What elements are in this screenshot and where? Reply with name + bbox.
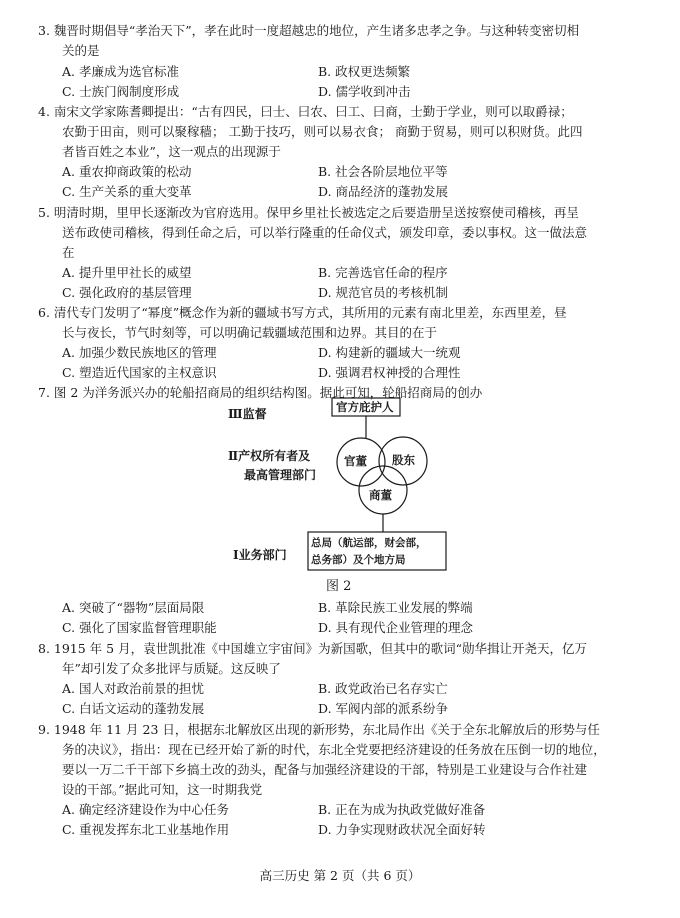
q9-stem-line3: 要以一万二千干部下乡搞土改的劲头，配备与加强经济建设的干部，特别是工业建设与合作社建: [62, 762, 588, 777]
q8-option-b[interactable]: B. 政党政治已名存实亡: [318, 681, 448, 696]
q9-option-b[interactable]: B. 正在为成为执政党做好准备: [318, 802, 486, 817]
diagram-level2-label-line1: Ⅱ产权所有者及: [228, 449, 311, 463]
q8-stem-line2: 年”却引发了众多批评与质疑。这反映了: [62, 661, 281, 676]
q9-stem-line4: 设的干部。”据此可知，这一时期我党: [62, 782, 263, 797]
q7-option-d[interactable]: D. 具有现代企业管理的理念: [318, 620, 474, 635]
q6-option-c[interactable]: C. 塑造近代国家的主权意识: [62, 365, 217, 380]
q6-option-a[interactable]: A. 加强少数民族地区的管理: [62, 345, 217, 360]
q4-option-d[interactable]: D. 商品经济的蓬勃发展: [318, 184, 449, 199]
diagram-top-box-text: 官方庇护人: [336, 400, 394, 414]
q8-stem-line1: 8. 1915 年 5 月，袁世凯批准《中国雄立宇宙间》为新国歌，但其中的歌词“勋华揖让开尧天，亿万: [38, 641, 587, 656]
q9-option-c[interactable]: C. 重视发挥东北工业基地作用: [62, 822, 230, 837]
q6-option-b[interactable]: D. 构建新的疆域大一统观: [318, 345, 461, 360]
diagram-circle-bottom-text: 商董: [369, 488, 392, 502]
q6-stem-line2: 长与夜长，节气时刻等，可以明确记载疆域范围和边界。其目的在于: [62, 325, 438, 340]
q3-option-d[interactable]: D. 儒学收到冲击: [318, 84, 411, 99]
diagram-level1-label: Ⅰ业务部门: [233, 548, 287, 562]
figure-caption: 图 2: [326, 579, 352, 594]
q5-stem-line1: 5. 明清时期，里甲长逐渐改为官府选用。保甲乡里社长被选定之后要造册呈送按察使司稽核，再呈: [38, 205, 579, 220]
q4-stem-line1: 4. 南宋文学家陈耆卿提出：“古有四民，曰士、曰农、曰工、曰商，士勤于学业，则可以取爵禄；: [38, 104, 573, 119]
q5-option-b[interactable]: B. 完善选官任命的程序: [318, 265, 448, 280]
q9-option-a[interactable]: A. 确定经济建设作为中心任务: [62, 802, 229, 817]
q3-stem-line1: 3. 魏晋时期倡导“孝治天下”，孝在此时一度超越忠的地位，产生诸多忠孝之争。与这种转变密切相: [38, 23, 580, 38]
diagram-bottom-box-text-line1: 总局（航运部，财会部，: [311, 537, 427, 549]
q3-option-b[interactable]: B. 政权更迭频繁: [318, 64, 411, 79]
q4-option-c[interactable]: C. 生产关系的重大变革: [62, 184, 192, 199]
q5-stem-line3: 在: [62, 245, 75, 260]
q9-stem-line2: 务的决议》，指出：现在已经开始了新的时代，东北全党要把经济建设的任务放在压倒一切的地位，: [62, 742, 606, 757]
diagram-bottom-box-text-line2: 总务部）及个地方局: [311, 554, 406, 566]
q6-stem-line1: 6. 清代专门发明了“幂度”概念作为新的疆域书写方式，其所用的元素有南北里差，东西里差，昼: [38, 305, 567, 320]
q7-option-a[interactable]: A. 突破了“器物”层面局限: [62, 600, 205, 615]
q7-option-b[interactable]: B. 革除民族工业发展的弊端: [318, 600, 473, 615]
q9-stem-line1: 9. 1948 年 11 月 23 日，根据东北解放区出现的新形势，东北局作出《关于全东北解放后的形势与任: [38, 722, 600, 737]
q3-stem-line2: 关的是: [62, 43, 100, 58]
q4-stem-line2: 农勤于田亩，则可以聚稼穑； 工勤于技巧，则可以易衣食； 商勤于贸易，则可以积财货。此四: [62, 124, 583, 139]
q6-option-d[interactable]: D. 强调君权神授的合理性: [318, 365, 461, 380]
diagram-circle-right-text: 股东: [392, 453, 415, 467]
diagram-level3-label: Ⅲ监督: [228, 407, 267, 421]
q7-stem-line1: 7. 图 2 为洋务派兴办的轮船招商局的组织结构图。据此可知，轮船招商局的创办: [38, 385, 483, 400]
q5-stem-line2: 送布政使司稽核，得到任命之后，可以举行隆重的任命仪式，颁发印章，委以事权。这一做法意: [62, 225, 588, 240]
page-footer: 高三历史 第 2 页（共 6 页）: [259, 868, 421, 883]
q4-stem-line3: 者皆百姓之本业”，这一观点的出现源于: [62, 144, 281, 159]
diagram-level2-label-line2: 最高管理部门: [244, 468, 317, 482]
q5-option-c[interactable]: C. 强化政府的基层管理: [62, 285, 192, 300]
q9-option-d[interactable]: D. 力争实现财政状况全面好转: [318, 822, 486, 837]
q8-option-d[interactable]: D. 军阀内部的派系纷争: [318, 701, 449, 716]
diagram-circle-left-text: 官董: [344, 454, 367, 468]
q4-option-a[interactable]: A. 重农抑商政策的松动: [62, 164, 192, 179]
q8-option-c[interactable]: C. 白话文运动的蓬勃发展: [62, 701, 205, 716]
q7-option-c[interactable]: C. 强化了国家监督管理职能: [62, 620, 217, 635]
q4-option-b[interactable]: B. 社会各阶层地位平等: [318, 164, 448, 179]
q5-option-d[interactable]: D. 规范官员的考核机制: [318, 285, 449, 300]
q8-option-a[interactable]: A. 国人对政治前景的担忧: [62, 681, 204, 696]
q5-option-a[interactable]: A. 提升里甲社长的威望: [62, 265, 192, 280]
q3-option-c[interactable]: C. 士族门阀制度形成: [62, 84, 180, 99]
q3-option-a[interactable]: A. 孝廉成为选官标准: [62, 64, 179, 79]
